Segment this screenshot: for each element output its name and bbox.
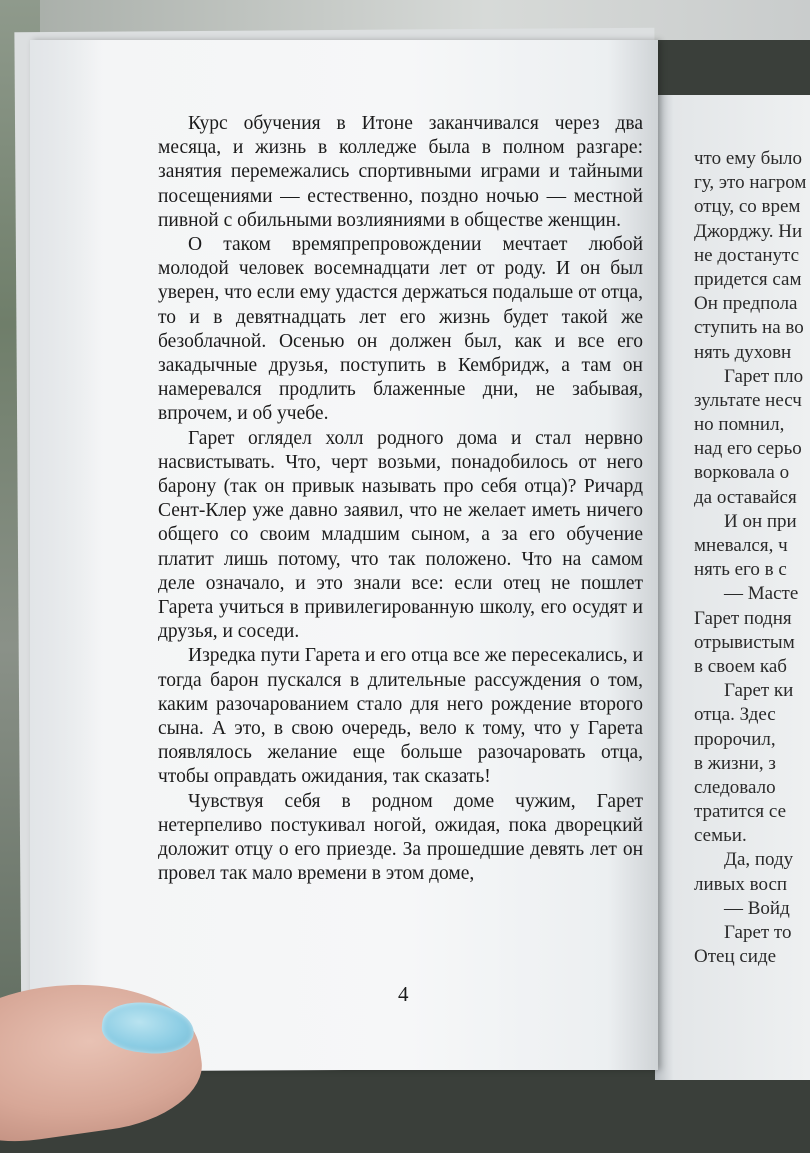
right-page-line: что ему было: [694, 148, 802, 169]
right-page-line: не достанутс: [694, 244, 800, 266]
right-page-line: тратится се: [694, 801, 787, 823]
right-page-line: Гарет подня: [694, 607, 792, 629]
right-page-line: отрывистым: [694, 631, 795, 653]
left-page-text: [158, 112, 643, 887]
right-page-line: но помнил,: [694, 414, 785, 436]
right-page-line: — Масте: [724, 583, 799, 605]
paragraph-3: Гарет оглядел холл родного дома и стал нервно насвистывать. Что, черт возьми, понадобилось от него барону (так он привык называть про себя отца)? Ричард Сент-Клер уже давно заявил, что не желает иметь ничего общего со своим младшим сыном, а за его обучение платит лишь потому, что так положено. Что на самом деле означало, и это знали все: если отец не пошлет Гарета учиться в привилегированную школу, его осудят и друзья, и соседи.: [158, 427, 643, 643]
paragraph-2: О таком времяпрепровождении мечтает любой молодой человек восемнадцати лет от роду. И он был уверен, что если ему удастся держаться подальше от отца, то и в девятнадцать лет его жизнь будет такой же безоблачной. Осенью он должен был, как и все его закадычные друзья, поступить в Кембридж, а там он намеревался продлить блаженные дни, не забывая, впрочем, и об учебе.: [158, 234, 643, 425]
right-page-line: Да, поду: [724, 849, 794, 871]
page-gutter-shadow: [30, 40, 100, 1070]
right-page-line: в жизни, з: [694, 752, 776, 774]
paragraph-1: Курс обучения в Итоне заканчивался через два месяца, и жизнь в колледже была в полном разгаре: занятия перемежались спортивными играми и тайными посещениями — естественно, поздно ночью — местной пивной с обильными возлияниями в обществе женщин.: [158, 113, 643, 231]
right-page-line: И он при: [724, 510, 797, 532]
right-page-line: ступить на во: [694, 317, 804, 339]
right-page-line: в своем каб: [694, 655, 787, 677]
right-page-line: Гарет пло: [724, 365, 804, 387]
right-page-line: ворковала о: [694, 462, 790, 484]
paragraph-4: Изредка пути Гарета и его отца все же пересекались, и тогда барон пускался в длительные рассуждения о том, каким разочарованием стало для него рождение второго сына. А это, в свою очередь, вело к тому, что у Гарета появлялось желание еще больше разочаровать отца, чтобы оправдать ожидания, так сказать!: [158, 645, 643, 788]
right-page-line: Отец сиде: [694, 946, 777, 968]
right-page-text: [694, 147, 810, 969]
right-page-line: — Войд: [724, 897, 790, 919]
right-page-line: отцу, со врем: [694, 196, 801, 218]
right-page-line: гу, это нагром: [694, 172, 807, 194]
right-page-line: зультате несч: [694, 389, 802, 411]
right-page-line: пророчил,: [694, 728, 776, 750]
right-page-line: ливых восп: [694, 873, 788, 895]
right-page-line: да оставайся: [694, 486, 797, 508]
right-page-line: Он предпола: [694, 293, 798, 315]
right-page-line: нять духовн: [694, 341, 792, 363]
right-page-line: семьи.: [694, 825, 747, 847]
right-page-line: Гарет то: [724, 922, 792, 943]
paragraph-5: Чувствуя себя в родном доме чужим, Гарет нетерпеливо постукивал ногой, ожидая, пока дворецкий доложит отцу о его приезде. За прошедшие девять лет он провел так мало времени в этом доме,: [158, 790, 643, 885]
right-page-line: над его серьо: [694, 438, 802, 460]
right-page-line: придется сам: [694, 268, 802, 290]
right-page-line: нять его в с: [694, 559, 787, 581]
right-page-line: Гарет ки: [724, 680, 794, 702]
right-page-line: мневался, ч: [694, 535, 788, 556]
right-page-line: Джорджу. Ни: [694, 220, 803, 242]
page-number: 4: [398, 982, 409, 1006]
right-page-line: отца. Здес: [694, 704, 776, 726]
right-page-line: следовало: [694, 776, 776, 798]
